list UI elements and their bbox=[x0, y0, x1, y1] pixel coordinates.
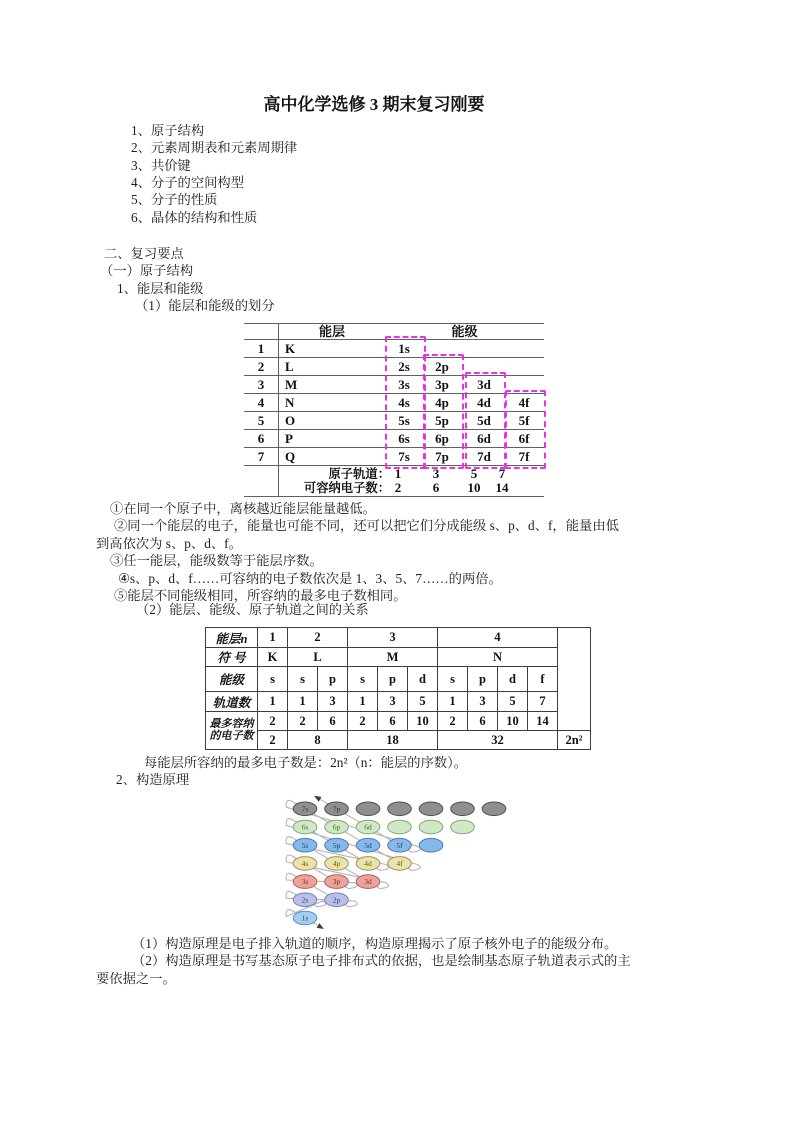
row-label bbox=[206, 712, 258, 750]
orbital-label: 4d bbox=[364, 859, 372, 868]
max-electron-cell: 6 bbox=[468, 712, 498, 731]
level-symbol: P bbox=[285, 431, 293, 446]
footer-value: 14 bbox=[495, 480, 509, 495]
orbital-label: 6p bbox=[332, 822, 341, 832]
sublevel-cell: 7p bbox=[435, 449, 449, 464]
orbital-ellipse bbox=[419, 802, 443, 816]
table-row bbox=[206, 712, 591, 731]
energy-level-table bbox=[244, 323, 544, 498]
sublevel-cell: p bbox=[468, 667, 498, 692]
footer-value: 2 bbox=[394, 480, 402, 495]
max-electron-cell: 2 bbox=[438, 712, 468, 731]
orbital-label: 5f bbox=[396, 840, 403, 850]
orbital-count-cell: 7 bbox=[528, 692, 558, 712]
orbital-label: 2s bbox=[301, 895, 309, 905]
row-label: 符 号 bbox=[206, 648, 258, 667]
point-energy-levels: 1、能层和能级 bbox=[117, 281, 204, 296]
sublevel-cell: 3s bbox=[398, 377, 410, 392]
table-row bbox=[206, 731, 591, 750]
footer-value: 10 bbox=[467, 480, 481, 495]
sublevel-cell: s bbox=[348, 667, 378, 692]
max-electron-cell: 14 bbox=[528, 712, 558, 731]
col-header-level: 能层 bbox=[318, 324, 345, 339]
table-row bbox=[206, 667, 591, 692]
sublevel-highlight-box bbox=[505, 390, 546, 469]
level-number: 3 bbox=[257, 377, 265, 392]
orbital-count-cell: 1 bbox=[348, 692, 378, 712]
max-electron-cell: 6 bbox=[318, 712, 348, 731]
symbol-cell: M bbox=[348, 648, 438, 667]
note-line: ③任一能层，能级数等于能层序数。 bbox=[110, 553, 323, 569]
sublevel-cell: 4p bbox=[435, 395, 449, 410]
level-number: 6 bbox=[257, 431, 265, 446]
sublevel-highlight-box bbox=[465, 372, 506, 469]
note-line: ②同一个能层的电子，能量也可能不同，还可以把它们分成能级 s、p、d、f，能量由低 bbox=[114, 518, 619, 534]
sublevel-cell: s bbox=[288, 667, 318, 692]
max-electron-level-cell: 32 bbox=[438, 731, 558, 750]
point-aufbau-principle: 2、构造原理 bbox=[116, 772, 190, 787]
sublevel-cell: 1s bbox=[398, 341, 410, 356]
sublevel-cell: d bbox=[498, 667, 528, 692]
max-electron-level-cell: 2 bbox=[258, 731, 288, 750]
outline-item: 3、共价键 bbox=[131, 157, 191, 173]
empty-cell bbox=[558, 628, 591, 731]
relationship-table-grid bbox=[205, 627, 591, 750]
level-cell: 4 bbox=[438, 628, 558, 648]
sublevel-cell: 2s bbox=[398, 359, 410, 374]
note-line: ⑤能层不同能级相同，所容纳的最多电子数相同。 bbox=[114, 588, 407, 604]
sublevel-cell: p bbox=[378, 667, 408, 692]
table-row bbox=[206, 692, 591, 712]
arrow-icon bbox=[314, 796, 322, 802]
orbital-label: 1s bbox=[301, 913, 309, 923]
orbital-label: 6s bbox=[301, 822, 309, 832]
note-line: ①在同一个原子中，离核越近能层能量越低。 bbox=[110, 501, 376, 516]
orbital-ellipse bbox=[388, 802, 412, 816]
sublevel-cell: d bbox=[408, 667, 438, 692]
symbol-cell: K bbox=[258, 648, 288, 667]
orbital-ellipse bbox=[451, 802, 475, 816]
relationship-table bbox=[205, 627, 591, 750]
level-symbol: N bbox=[285, 395, 295, 410]
row-label: 能层n bbox=[206, 628, 258, 648]
orbital-label: 7s bbox=[301, 804, 309, 814]
table-row bbox=[206, 648, 591, 667]
footer-value: 7 bbox=[498, 466, 506, 481]
aufbau-notes bbox=[96, 935, 631, 987]
orbital-count-cell: 1 bbox=[258, 692, 288, 712]
footer-label: 可容纳电子数： bbox=[303, 481, 390, 495]
sublevel-cell: 6s bbox=[398, 431, 410, 446]
orbital-ellipse bbox=[419, 838, 443, 852]
sublevel-cell: 5p bbox=[435, 413, 449, 428]
max-electron-cell: 10 bbox=[408, 712, 438, 731]
max-electron-level-cell: 18 bbox=[348, 731, 438, 750]
orbital-label: 4s bbox=[301, 859, 309, 868]
orbital-ellipse bbox=[451, 820, 475, 834]
orbital-ellipse bbox=[356, 802, 380, 816]
orbital-count-cell: 5 bbox=[498, 692, 528, 712]
outline-item: 5、分子的性质 bbox=[131, 192, 218, 208]
table-row bbox=[206, 628, 591, 648]
row-label-line: 的电子数 bbox=[209, 729, 254, 742]
sublevel-cell: 3p bbox=[435, 377, 449, 392]
orbital-ellipse bbox=[419, 820, 443, 834]
level-number: 1 bbox=[257, 341, 265, 356]
orbital-count-cell: 3 bbox=[318, 692, 348, 712]
sublevel-cell: 6f bbox=[518, 431, 530, 446]
sublevel-cell: 5d bbox=[477, 413, 491, 428]
sublevel-highlight-box bbox=[385, 336, 426, 469]
page-title: 高中化学选修 3 期末复习刚要 bbox=[263, 95, 485, 114]
orbital-label: 6d bbox=[364, 822, 372, 832]
orbital-count-cell: 5 bbox=[408, 692, 438, 712]
outline-item: 1、原子结构 bbox=[131, 123, 205, 138]
aufbau-diagram bbox=[283, 787, 523, 935]
orbital-label: 3d bbox=[364, 877, 372, 887]
sublevel-cell: 7f bbox=[518, 449, 530, 464]
max-electron-cell: 2 bbox=[348, 712, 378, 731]
orbital-label: 7p bbox=[332, 804, 341, 814]
sublevel-cell: 4d bbox=[477, 395, 491, 410]
orbital-label: 5p bbox=[332, 840, 341, 850]
level-symbol: K bbox=[285, 341, 296, 356]
sublevel-cell: 4s bbox=[398, 395, 410, 410]
level-cell: 2 bbox=[288, 628, 348, 648]
section-heading-review: 二、复习要点 bbox=[104, 246, 184, 261]
level-symbol: L bbox=[285, 359, 294, 374]
max-electron-cell: 6 bbox=[378, 712, 408, 731]
sublevel-cell: s bbox=[258, 667, 288, 692]
footer-value: 5 bbox=[470, 466, 478, 481]
orbital-label: 4f bbox=[396, 859, 403, 868]
orbital-count-cell: 3 bbox=[378, 692, 408, 712]
row-label-line: 最多容纳 bbox=[209, 718, 254, 730]
max-electron-level-cell: 8 bbox=[288, 731, 348, 750]
max-electron-cell: 2 bbox=[258, 712, 288, 731]
point-relationship: （2）能层、能级、原子轨道之间的关系 bbox=[136, 602, 369, 617]
outline-item: 6、晶体的结构和性质 bbox=[131, 209, 258, 225]
symbol-cell: N bbox=[438, 648, 558, 667]
note-line: （2）构造原理是书写基态原子电子排布式的依据，也是绘制基态原子轨道表示式的主 bbox=[132, 953, 631, 969]
orbital-ellipse bbox=[482, 802, 506, 816]
outline-item: 4、分子的空间构型 bbox=[131, 175, 245, 191]
sublevel-highlight-box bbox=[423, 354, 464, 469]
note-line: （1）构造原理是电子排入轨道的顺序，构造原理揭示了原子核外电子的能级分布。 bbox=[132, 936, 618, 951]
level-symbol: O bbox=[285, 413, 296, 428]
orbital-count-cell: 3 bbox=[468, 692, 498, 712]
level-number: 5 bbox=[257, 413, 265, 428]
orbital-count-cell: 1 bbox=[288, 692, 318, 712]
symbol-cell: L bbox=[288, 648, 348, 667]
footer-label: 原子轨道： bbox=[328, 467, 390, 481]
table-rule bbox=[244, 496, 544, 497]
sublevel-cell: p bbox=[318, 667, 348, 692]
sublevel-cell: 5f bbox=[518, 413, 530, 428]
subsection-atomic-structure: （一）原子结构 bbox=[100, 263, 194, 278]
level-number: 2 bbox=[257, 359, 265, 374]
sublevel-cell: 6p bbox=[435, 431, 449, 446]
orbital-label: 5d bbox=[364, 840, 372, 850]
max-electron-cell: 10 bbox=[498, 712, 528, 731]
level-symbol: Q bbox=[285, 449, 296, 464]
row-label: 能级 bbox=[206, 667, 258, 692]
level-number: 7 bbox=[257, 449, 265, 464]
sublevel-cell: f bbox=[528, 667, 558, 692]
footer-value: 1 bbox=[394, 466, 402, 481]
orbital-label: 2p bbox=[332, 895, 341, 905]
row-label: 轨道数 bbox=[206, 692, 258, 712]
outline-list bbox=[131, 122, 297, 226]
formula-cell: 2n² bbox=[558, 731, 591, 750]
max-electrons-summary: 每能层所容纳的最多电子数是：2n²（n：能层的序数）。 bbox=[144, 755, 468, 770]
footer-value: 3 bbox=[432, 466, 440, 481]
max-electron-cell: 2 bbox=[288, 712, 318, 731]
sublevel-cell: 7s bbox=[398, 449, 410, 464]
note-line: 要依据之一。 bbox=[96, 970, 176, 986]
note-line: ④s、p、d、f……可容纳的电子数依次是 1、3、5、7……的两倍。 bbox=[118, 570, 502, 586]
outline-item: 2、元素周期表和元素周期律 bbox=[131, 140, 298, 156]
point-energy-level-division: （1）能层和能级的划分 bbox=[135, 298, 275, 313]
orbital-label: 5s bbox=[301, 840, 309, 850]
arrow-icon bbox=[317, 923, 324, 929]
footer-value: 6 bbox=[432, 480, 440, 495]
orbital-ellipse bbox=[388, 820, 412, 834]
note-line: 到高依次为 s、p、d、f。 bbox=[96, 535, 242, 551]
sublevel-cell: s bbox=[438, 667, 468, 692]
sublevel-cell: 4f bbox=[518, 395, 530, 410]
orbital-label: 4p bbox=[332, 859, 341, 868]
orbital-label: 3s bbox=[301, 877, 309, 887]
col-header-sublevel: 能级 bbox=[451, 324, 478, 339]
sublevel-cell: 5s bbox=[398, 413, 410, 428]
level-number: 4 bbox=[257, 395, 265, 410]
orbital-label: 3p bbox=[332, 877, 341, 887]
level-cell: 1 bbox=[258, 628, 288, 648]
level-symbol: M bbox=[285, 377, 298, 392]
energy-level-notes bbox=[96, 500, 619, 605]
sublevel-cell: 6d bbox=[477, 431, 491, 446]
orbital-count-cell: 1 bbox=[438, 692, 468, 712]
level-cell: 3 bbox=[348, 628, 438, 648]
sublevel-cell: 7d bbox=[477, 449, 491, 464]
sublevel-cell: 3d bbox=[477, 377, 491, 392]
sublevel-cell: 2p bbox=[435, 359, 449, 374]
